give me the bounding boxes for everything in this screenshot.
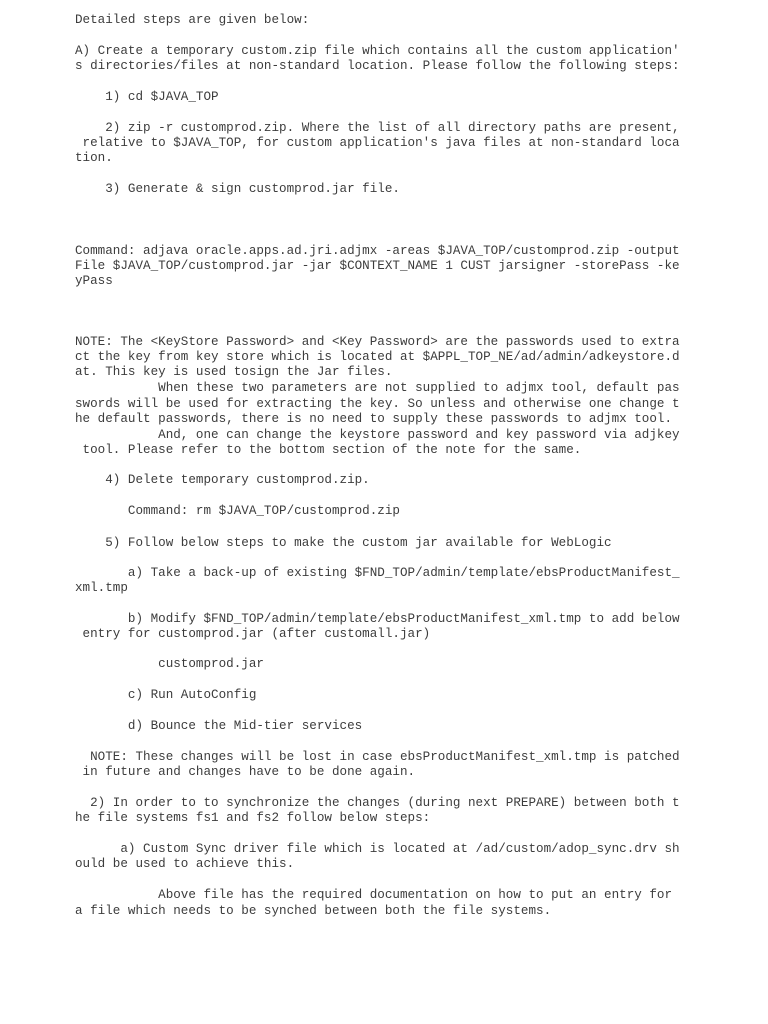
text-line: b) Modify $FND_TOP/admin/template/ebsProductManifest_xml.tmp to add below <box>75 612 680 626</box>
text-line: ould be used to achieve this. <box>75 857 295 871</box>
text-line: Command: rm $JAVA_TOP/customprod.zip <box>75 504 400 518</box>
text-line: 5) Follow below steps to make the custom jar available for WebLogic <box>75 536 612 550</box>
text-line: c) Run AutoConfig <box>75 688 257 702</box>
text-line: 2) In order to to synchronize the changes (during next PREPARE) between both t <box>75 796 680 810</box>
text-line: Above file has the required documentation on how to put an entry for <box>75 888 673 902</box>
text-line: in future and changes have to be done again. <box>75 765 416 779</box>
text-line: relative to $JAVA_TOP, for custom application's java files at non-standard loca <box>75 136 680 150</box>
text-line: d) Bounce the Mid-tier services <box>75 719 363 733</box>
text-line: he file systems fs1 and fs2 follow below steps: <box>75 811 431 825</box>
text-line: Command: adjava oracle.apps.ad.jri.adjmx -areas $JAVA_TOP/customprod.zip -output <box>75 244 680 258</box>
text-line: Detailed steps are given below: <box>75 13 310 27</box>
text-line: And, one can change the keystore password and key password via adjkey <box>75 428 680 442</box>
text-line: NOTE: The <KeyStore Password> and <Key Password> are the passwords used to extra <box>75 335 680 349</box>
text-line: xml.tmp <box>75 581 128 595</box>
text-line: 3) Generate & sign customprod.jar file. <box>75 182 400 196</box>
text-line: entry for customprod.jar (after customall.jar) <box>75 627 431 641</box>
text-line: at. This key is used tosign the Jar files. <box>75 365 393 379</box>
text-line: a file which needs to be synched between both the file systems. <box>75 904 552 918</box>
text-line: swords will be used for extracting the key. So unless and otherwise one change t <box>75 397 680 411</box>
text-line: a) Take a back-up of existing $FND_TOP/admin/template/ebsProductManifest_ <box>75 566 680 580</box>
text-line: 1) cd $JAVA_TOP <box>75 90 219 104</box>
text-line: 4) Delete temporary customprod.zip. <box>75 473 370 487</box>
text-line: he default passwords, there is no need to supply these passwords to adjmx tool. <box>75 412 673 426</box>
text-line: A) Create a temporary custom.zip file which contains all the custom application' <box>75 44 680 58</box>
text-line: ct the key from key store which is located at $APPL_TOP_NE/ad/admin/adkeystore.d <box>75 350 680 364</box>
text-line: tion. <box>75 151 113 165</box>
text-line: yPass <box>75 274 113 288</box>
text-line: When these two parameters are not supplied to adjmx tool, default pas <box>75 381 680 395</box>
text-line: tool. Please refer to the bottom section of the note for the same. <box>75 443 582 457</box>
text-line: customprod.jar <box>75 657 264 671</box>
text-line: NOTE: These changes will be lost in case ebsProductManifest_xml.tmp is patched <box>75 750 680 764</box>
text-line: s directories/files at non-standard location. Please follow the following steps: <box>75 59 680 73</box>
text-line: File $JAVA_TOP/customprod.jar -jar $CONTEXT_NAME 1 CUST jarsigner -storePass -ke <box>75 259 680 273</box>
text-line: a) Custom Sync driver file which is located at /ad/custom/adop_sync.drv sh <box>75 842 680 856</box>
text-line: 2) zip -r customprod.zip. Where the list of all directory paths are present, <box>75 121 680 135</box>
